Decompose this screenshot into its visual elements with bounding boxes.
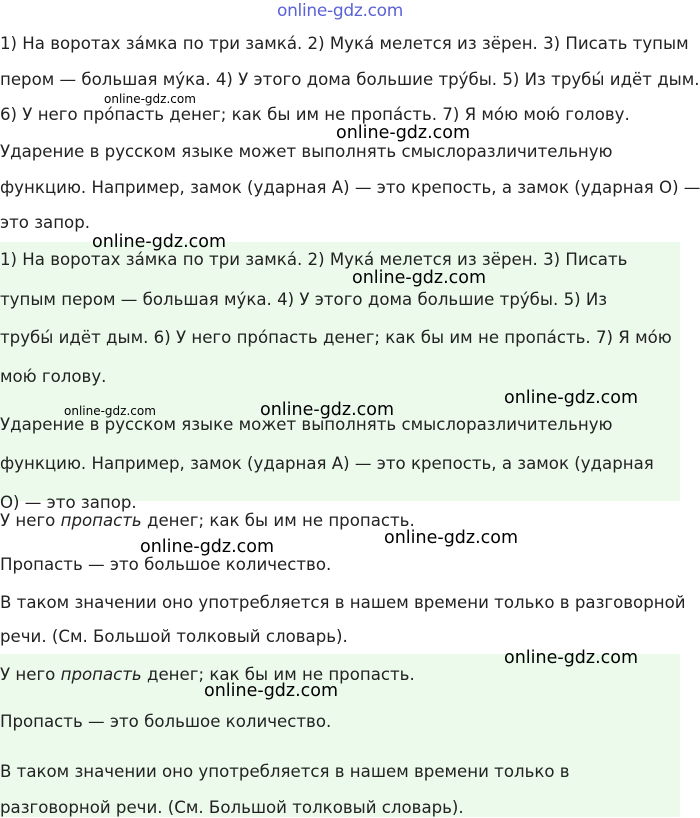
watermark: online-gdz.com — [504, 648, 639, 668]
text-line: разговорной речи. (См. Большой толковый словарь). — [0, 798, 464, 817]
watermark: online-gdz.com — [384, 528, 519, 548]
text-line: 1) На воротах за́мка по три замка́. 2) Мука́ мелется из зёрен. 3) Писать — [0, 250, 628, 269]
watermark: online-gdz.com — [260, 400, 395, 420]
text-line: тупым пером — большая му́ка. 4) У этого дома большие тру́бы. 5) Из — [0, 290, 608, 309]
text-line: Ударение в русском языке может выполнять смыслоразличительную — [0, 415, 613, 434]
text-line: функцию. Например, замок (ударная А) — это крепость, а замок (ударная О) — — [0, 178, 700, 197]
text-line: речи. (См. Большой толковый словарь). — [0, 627, 348, 646]
watermark: online-gdz.com — [64, 404, 156, 418]
emphasis-word: пропасть — [60, 665, 142, 684]
answer-section-2 — [0, 242, 680, 512]
watermark: online-gdz.com — [104, 92, 196, 106]
text-line: это запор. — [0, 213, 91, 232]
answer-section-3 — [0, 501, 686, 651]
text-line: 1) На воротах за́мка по три замка́. 2) Мука́ мелется из зёрен. 3) Писать тупым — [0, 34, 689, 53]
watermark: online-gdz.com — [140, 537, 275, 557]
text-line: В таком значении оно употребляется в нашем времени только в разговорной — [0, 593, 686, 612]
watermark: online-gdz.com — [204, 681, 339, 701]
watermark: online-gdz.com — [336, 123, 471, 143]
text-line: функцию. Например, замок (ударная А) — это крепость, а замок (ударная — [0, 454, 654, 473]
text-line: 6) У него про́пасть денег; как бы им не пропа́сть. 7) Я мо́ю мою́ голову. — [0, 105, 630, 124]
emphasis-word: пропасть — [60, 511, 142, 530]
answer-section-4 — [0, 654, 680, 817]
text-line: У него пропасть денег; как бы им не пропасть. — [0, 511, 415, 530]
text-line: Ударение в русском языке может выполнять смыслоразличительную — [0, 142, 613, 161]
text-line: пером — большая му́ка. 4) У этого дома большие тру́бы. 5) Из трубы́ идёт дым. — [0, 70, 700, 89]
top-watermark: online-gdz.com — [276, 1, 403, 21]
text-line: О) — это запор. — [0, 493, 137, 512]
text-line: У него пропасть денег; как бы им не пропасть. — [0, 665, 415, 684]
watermark: online-gdz.com — [352, 268, 487, 288]
answer-section-1 — [0, 0, 700, 240]
text-line: Пропасть — это большое количество. — [0, 712, 332, 731]
watermark: online-gdz.com — [92, 232, 227, 252]
text-line: мою́ голову. — [0, 367, 107, 386]
text-line: В таком значении оно употребляется в нашем времени только в — [0, 762, 570, 781]
text-line: трубы́ идёт дым. 6) У него про́пасть денег; как бы им не пропа́сть. 7) Я мо́ю — [0, 328, 672, 347]
text-line: Пропасть — это большое количество. — [0, 555, 332, 574]
watermark: online-gdz.com — [504, 388, 639, 408]
